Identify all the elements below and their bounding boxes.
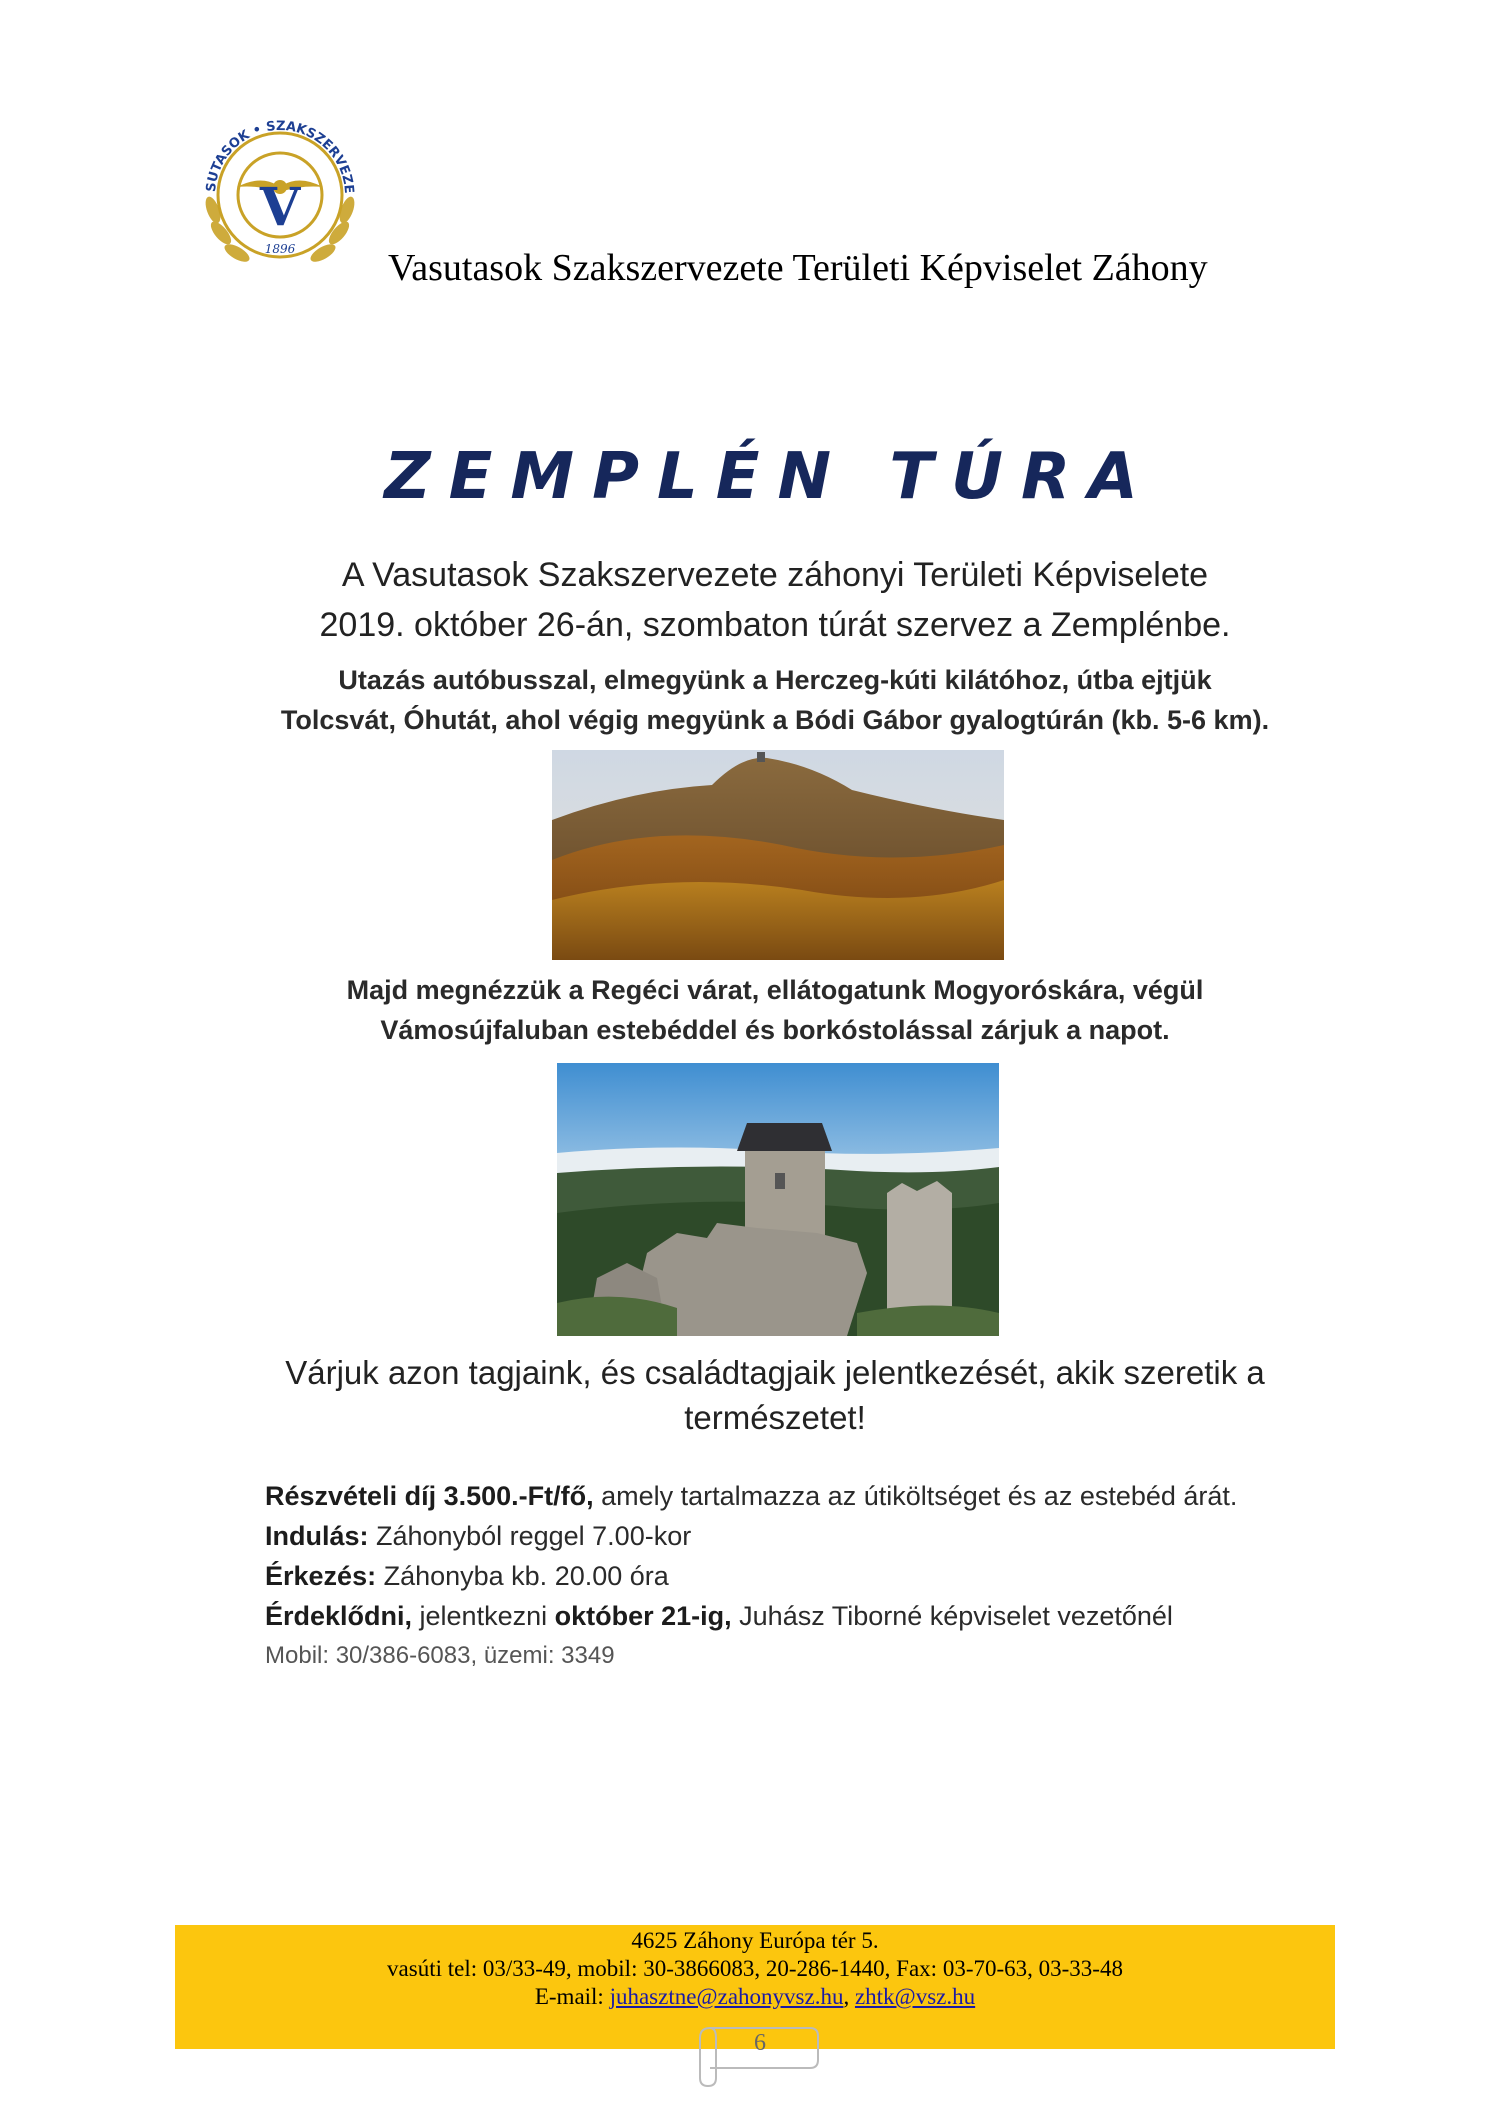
trip-details-paragraph bbox=[150, 660, 1400, 740]
footer-email-label: E-mail: bbox=[534, 1984, 610, 2009]
contact-deadline: október 21-ig, bbox=[554, 1601, 732, 1631]
contact-label: Érdeklődni, bbox=[265, 1601, 413, 1631]
organization-title: Vasutasok Szakszervezete Területi Képviselet Záhony bbox=[388, 247, 1208, 289]
logo-ring-text: SUTASOK • SZAKSZERVEZE bbox=[203, 118, 357, 195]
castle-ruins-photo bbox=[557, 1063, 999, 1336]
footer-address: 4625 Záhony Európa tér 5. bbox=[631, 1928, 879, 1953]
details-line: Utazás autóbusszal, elmegyünk a Herczeg-kúti kilátóhoz, útba ejtjük bbox=[338, 665, 1212, 695]
arrival-line bbox=[265, 1556, 1365, 1596]
footer-email-line bbox=[175, 1983, 1335, 2011]
departure-line bbox=[265, 1516, 1365, 1556]
fee-label: Részvételi díj 3.500.-Ft/fő, bbox=[265, 1481, 594, 1511]
footer-phones: vasúti tel: 03/33-49, mobil: 30-3866083, 20-286-1440, Fax: 03-70-63, 03-33-48 bbox=[387, 1956, 1123, 1981]
contact-line bbox=[265, 1596, 1365, 1636]
departure-text: Záhonyból reggel 7.00-kor bbox=[368, 1521, 692, 1551]
mobile-line: Mobil: 30/386-6083, üzemi: 3349 bbox=[265, 1642, 615, 1669]
invite-line: Várjuk azon tagjaink, és családtagjaik jelentkezését, akik szeretik a bbox=[285, 1354, 1265, 1391]
departure-label: Indulás: bbox=[265, 1521, 369, 1551]
invitation-paragraph bbox=[200, 1350, 1350, 1440]
intro-line: A Vasutasok Szakszervezete záhonyi Területi Képviselete bbox=[341, 556, 1209, 594]
footer-email-separator: , bbox=[843, 1984, 855, 2009]
castle-line: Majd megnézzük a Regéci várat, ellátogatunk Mogyoróskára, végül bbox=[346, 975, 1204, 1005]
fee-text: amely tartalmazza az útiköltséget és az estebéd árát. bbox=[593, 1481, 1238, 1511]
page-number: 6 bbox=[754, 2030, 766, 2056]
invite-line: természetet! bbox=[684, 1399, 866, 1436]
union-logo bbox=[185, 95, 375, 280]
autumn-hills-photo bbox=[552, 750, 1004, 960]
fee-line bbox=[265, 1476, 1365, 1516]
contact-text: Juhász Tiborné képviselet vezetőnél bbox=[731, 1601, 1173, 1631]
page-title: ZEMPLÉN TÚRA bbox=[384, 440, 1156, 514]
arrival-label: Érkezés: bbox=[265, 1561, 377, 1591]
details-line: Tolcsvát, Óhutát, ahol végig megyünk a Bódi Gábor gyalogtúrán (kb. 5-6 km). bbox=[280, 705, 1270, 735]
logo-letter: V bbox=[259, 177, 301, 238]
trip-info-block bbox=[265, 1476, 1365, 1676]
castle-visit-paragraph bbox=[150, 970, 1400, 1050]
intro-paragraph bbox=[150, 550, 1400, 650]
email-link-juhasztne[interactable]: juhasztne@zahonyvsz.hu bbox=[609, 1984, 844, 2009]
castle-line: Vámosújfaluban estebéddel és borkóstolással zárjuk a napot. bbox=[380, 1015, 1170, 1045]
logo-year: 1896 bbox=[264, 242, 296, 256]
arrival-text: Záhonyba kb. 20.00 óra bbox=[376, 1561, 669, 1591]
contact-mid: jelentkezni bbox=[412, 1601, 555, 1631]
intro-line: 2019. október 26-án, szombaton túrát szervez a Zemplénbe. bbox=[319, 606, 1231, 644]
email-link-zhtk[interactable]: zhtk@vsz.hu bbox=[854, 1984, 976, 2009]
